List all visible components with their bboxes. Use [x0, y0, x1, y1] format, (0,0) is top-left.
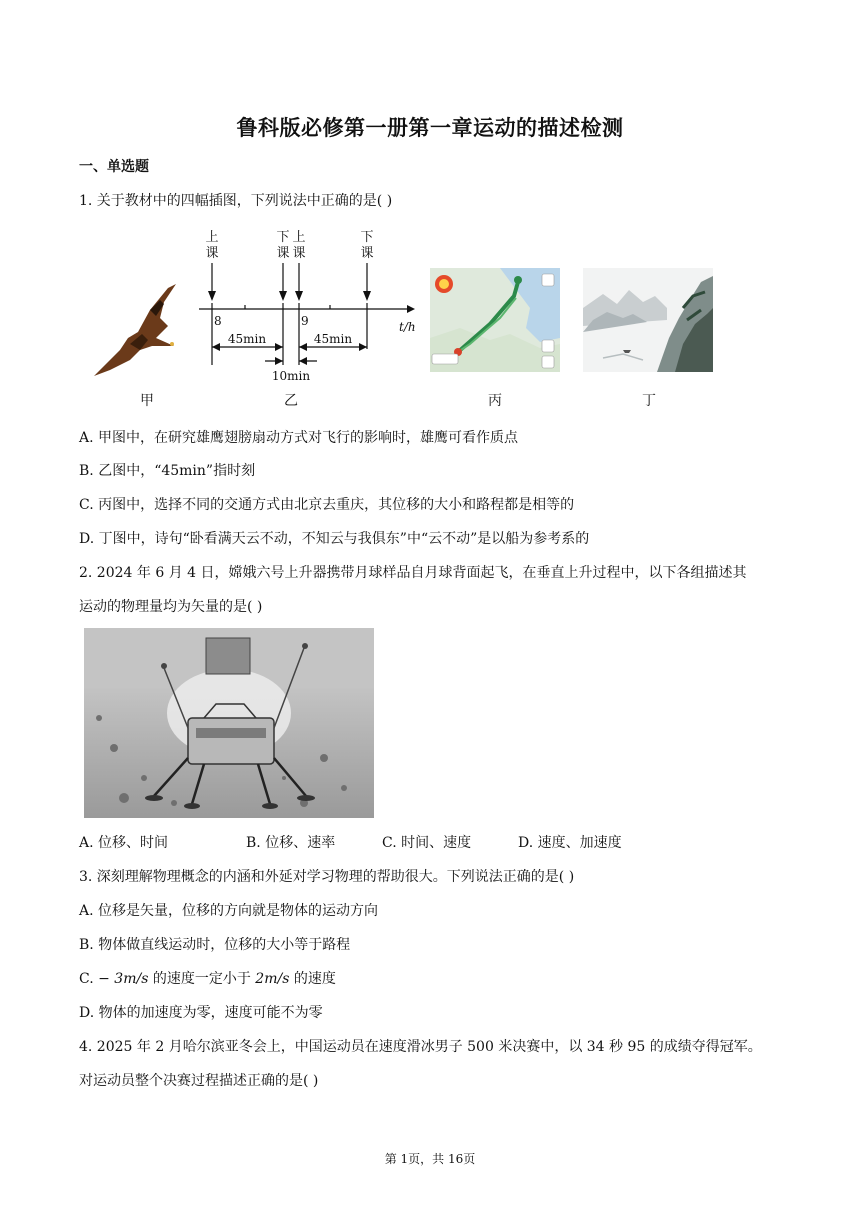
svg-text:课: 课 [360, 246, 374, 261]
svg-text:课: 课 [205, 246, 219, 261]
q4-stem-line1: 4. 2025 年 2 月哈尔滨亚冬会上，中国运动员在速度滑冰男子 500 米决赛中，以 34 秒 95 的成绩夺得冠军。 [79, 1039, 762, 1055]
q2-stem-line1: 2. 2024 年 6 月 4 日，嫦娥六号上升器携带月球样品自月球背面起飞，在垂直上升过程中，以下各组描述其 [79, 565, 747, 581]
q3-stem: 3. 深刻理解物理概念的内涵和外延对学习物理的帮助很大。下列说法正确的是( ) [79, 869, 575, 885]
q2-option-c: C. 时间、速度 [382, 835, 472, 851]
svg-text:下: 下 [360, 230, 374, 245]
q3-option-c-suffix: 的速度 [289, 971, 336, 987]
timeline-label-1: 上 [205, 230, 219, 245]
q3-option-d: D. 物体的加速度为零，速度可能不为零 [79, 1005, 323, 1021]
q1-stem: 1. 关于教材中的四幅插图，下列说法中正确的是( ) [79, 193, 393, 209]
q1-option-c: C. 丙图中，选择不同的交通方式由北京去重庆，其位移的大小和路程都是相等的 [79, 497, 575, 513]
svg-text:课: 课 [276, 246, 290, 261]
q1-option-b: B. 乙图中，“45min”指时刻 [79, 463, 256, 479]
caption-jia: 甲 [140, 393, 154, 409]
interval-3: 10min [271, 369, 311, 383]
interval-2: 45min [313, 332, 353, 346]
interval-1: 45min [227, 332, 267, 346]
tick-9: 9 [301, 314, 309, 328]
landscape-painting-image [583, 268, 713, 372]
q3-option-c-prefix: C. [79, 971, 94, 987]
q3-option-a: A. 位移是矢量，位移的方向就是物体的运动方向 [79, 903, 379, 919]
route-map-image [430, 268, 560, 372]
axis-label: t/h [399, 320, 416, 334]
svg-text:下: 下 [276, 230, 290, 245]
svg-text:课: 课 [292, 246, 306, 261]
tick-8: 8 [214, 314, 222, 328]
q3-option-c [79, 968, 336, 988]
q3-option-c-math1: − 3m/s [98, 971, 149, 987]
lunar-lander-photo [84, 628, 374, 818]
q3-option-c-math2: 2m/s [255, 971, 290, 987]
q2-option-a: A. 位移、时间 [79, 835, 169, 851]
caption-ding: 丁 [642, 393, 656, 409]
caption-bing: 丙 [488, 393, 502, 409]
svg-text:上: 上 [292, 230, 306, 245]
caption-yi: 乙 [284, 393, 298, 409]
q2-option-b: B. 位移、速率 [246, 835, 336, 851]
q1-option-a: A. 甲图中，在研究雄鹰翅膀扇动方式对飞行的影响时，雄鹰可看作质点 [79, 430, 519, 446]
page-footer: 第 1页，共 16页 [384, 1152, 476, 1166]
q3-option-b: B. 物体做直线运动时，位移的大小等于路程 [79, 937, 351, 953]
q2-stem-line2: 运动的物理量均为矢量的是( ) [79, 599, 263, 615]
section-heading: 一、单选题 [79, 159, 149, 175]
q3-option-c-mid: 的速度一定小于 [148, 971, 256, 987]
timeline-diagram [195, 225, 425, 385]
eagle-image [90, 280, 182, 380]
q1-option-d: D. 丁图中，诗句“卧看满天云不动，不知云与我俱东”中“云不动”是以船为参考系的 [79, 531, 590, 547]
q2-option-d: D. 速度、加速度 [518, 835, 622, 851]
page-title: 鲁科版必修第一册第一章运动的描述检测 [236, 116, 624, 140]
q4-stem-line2: 对运动员整个决赛过程描述正确的是( ) [79, 1073, 319, 1089]
